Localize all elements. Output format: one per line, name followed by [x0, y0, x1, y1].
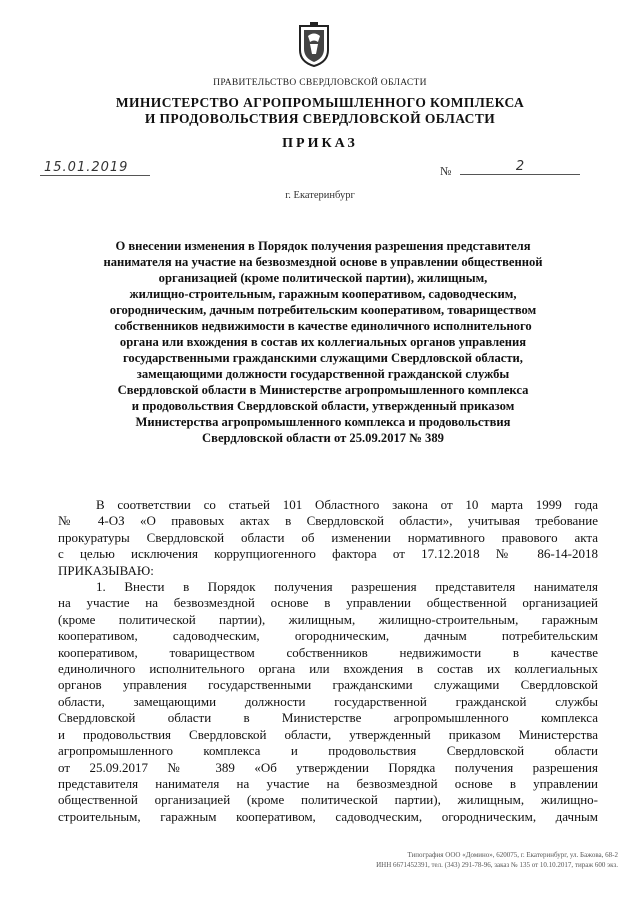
- body-line: агропромышленного комплекса и продовольствия Свердловской области: [58, 743, 598, 759]
- body-line: органов управления государственными гражданскими служащими Свердловской: [58, 677, 598, 693]
- printer-imprint: [376, 851, 618, 870]
- imprint-line-2: ИНН 6671452391, тел. (343) 291-78-96, заказ № 135 от 10.10.2017, тираж 600 экз.: [376, 860, 618, 869]
- body-line: 1. Внести в Порядок получения разрешения представителя нанимателя: [96, 579, 598, 595]
- order-subject: [58, 238, 588, 446]
- imprint-line-1: Типография ООО «Домино», 620075, г. Екатеринбург, ул. Бажова, 68-2: [407, 851, 618, 859]
- body-line: прокуратуры Свердловской области об изменении нормативного правового акта: [58, 529, 598, 545]
- body-line: от 25.09.2017 № 389 «Об утверждении Порядка получения разрешения: [58, 759, 598, 775]
- ministry-name: [40, 95, 600, 127]
- body-line: Свердловской области в Министерстве агропромышленного комплекса: [58, 710, 598, 726]
- body-line: кооперативом, садоводческим, огородническим, дачным потребительским: [58, 628, 598, 644]
- subject-line: жилищно-строительным, гаражным кооперативом, садоводческим,: [129, 287, 517, 301]
- subject-line: замещающими должности государственной гражданской службы: [136, 367, 510, 381]
- body-line: на участие на безвозмездной основе в управлении общественной организацией: [58, 595, 598, 611]
- subject-line: нанимателя на участие на безвозмездной основе в управлении общественной: [103, 255, 543, 269]
- subject-line: собственников недвижимости в качестве единоличного исполнительного: [114, 319, 532, 333]
- subject-line: Свердловской области от 25.09.2017 № 389: [202, 431, 444, 445]
- subject-line: О внесении изменения в Порядок получения разрешения представителя: [115, 239, 531, 253]
- coat-of-arms-icon: [296, 22, 332, 68]
- subject-line: Свердловской области в Министерстве агропромышленного комплекса: [117, 383, 529, 397]
- body-line: единоличного исполнительного органа или вхождения в состав их коллегиальных: [58, 661, 598, 677]
- subject-line: организацией (кроме политической партии), жилищным,: [158, 271, 488, 285]
- subject-line: и продовольствия Свердловской области, утвержденный приказом: [131, 399, 515, 413]
- body-line: В соответствии со статьей 101 Областного закона от 10 марта 1999 года: [96, 497, 598, 512]
- order-number: 2: [460, 159, 580, 175]
- order-date: 15.01.2019: [40, 160, 150, 176]
- body-line: представителя нанимателя на участие на безвозмездной основе в управлении: [58, 775, 598, 791]
- body-line: (кроме политической партии), жилищным, жилищно-строительным, гаражным: [58, 611, 598, 627]
- subject-line: огородническим, дачным потребительским кооперативом, товариществом: [109, 303, 537, 317]
- subject-line: государственными гражданскими служащими Свердловской области,: [123, 351, 523, 365]
- ministry-line-1: МИНИСТЕРСТВО АГРОПРОМЫШЛЕННОГО КОМПЛЕКСА: [115, 95, 525, 110]
- body-line: ПРИКАЗЫВАЮ:: [58, 562, 154, 578]
- body-line: общественной организацией (кроме политической партии), жилищным, жилищно-: [58, 792, 598, 808]
- government-name: ПРАВИТЕЛЬСТВО СВЕРДЛОВСКОЙ ОБЛАСТИ: [213, 78, 427, 88]
- body-line: строительным, гаражным кооперативом, садоводческим, огородническим, дачным: [58, 808, 598, 824]
- ministry-line-2: И ПРОДОВОЛЬСТВИЯ СВЕРДЛОВСКОЙ ОБЛАСТИ: [144, 111, 496, 126]
- subject-line: Министерства агропромышленного комплекса и продовольствия: [135, 415, 511, 429]
- body-line: области, замещающими должности государственной гражданской службы: [58, 693, 598, 709]
- body-line: и продовольствия Свердловской области, утвержденный приказом Министерства: [58, 726, 598, 742]
- document-type: ПРИКАЗ: [282, 136, 358, 151]
- subject-line: органа или вхождения в состав их коллегиальных органов управления: [119, 335, 527, 349]
- body-line: кооперативом, товариществом собственников недвижимости в качестве: [58, 644, 598, 660]
- city: г. Екатеринбург: [285, 190, 355, 201]
- body-line: с целью исключения коррупциогенного фактора от 17.12.2018 № 86-14-2018: [58, 546, 598, 562]
- order-body: [58, 497, 598, 825]
- body-line: № 4-ОЗ «О правовых актах в Свердловской области», учитывая требование: [58, 513, 598, 529]
- number-sign: №: [440, 164, 452, 178]
